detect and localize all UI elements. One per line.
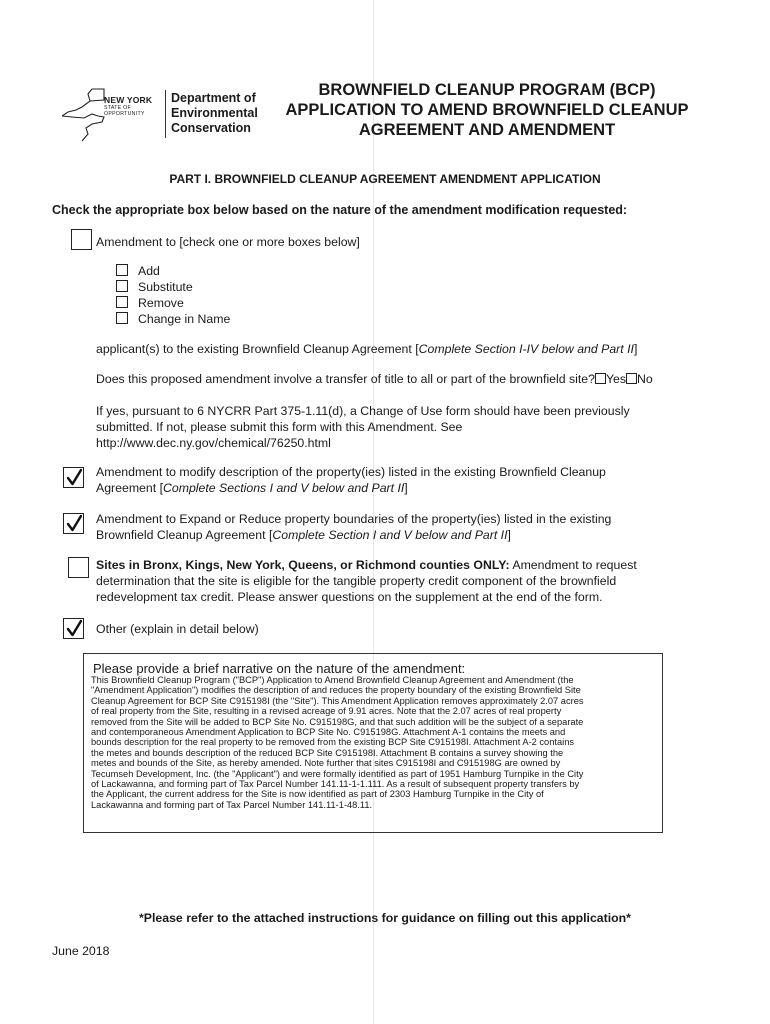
nyc-sites-line-2: determination that the site is eligible for the tangible property credit component of the brownfield [96, 574, 617, 588]
nyc-sites-line-1-rest: Amendment to request [509, 558, 637, 572]
narrative-line: Lackawanna and forming part of Tax Parcel Number 141.11-1-48.11. [91, 799, 373, 810]
dept-line-1: Department of [171, 91, 256, 105]
ny-tagline-line-1: STATE OF [104, 105, 131, 111]
part1-heading: PART I. BROWNFIELD CLEANUP AGREEMENT AMENDMENT APPLICATION [169, 172, 601, 186]
expand-line-2-pre: Brownfield Cleanup Agreement [ [96, 528, 273, 542]
option-remove-label: Remove [138, 296, 184, 310]
department-name [171, 91, 258, 136]
expand-reduce-line-2 [96, 527, 611, 543]
narrative-body [91, 675, 659, 810]
applicant-text [96, 341, 637, 357]
other-label: Other (explain in detail below) [96, 622, 259, 636]
dept-line-2: Environmental [171, 106, 258, 120]
modify-description-text [96, 464, 606, 496]
narrative-line: the metes and bounds description of the reduced BCP Site C915198I. Attachment B contains a survey showing the [91, 747, 564, 758]
checkmark-icon [64, 619, 85, 640]
expand-line-2-italic: Complete Section I and V below and Part II [272, 528, 508, 542]
ifyes-line-1: If yes, pursuant to 6 NYCRR Part 375-1.11(d), a Change of Use form should have been previously [96, 404, 630, 418]
narrative-line: the Applicant, the current address for the Site is now identified as part of 2303 Hamburg Turnpike in the City of [91, 789, 544, 800]
narrative-line: and contemporaneous Amendment Application to BCP Site No. C915198G. Attachment A-1 contains the meets and [91, 727, 566, 738]
narrative-line: "Amendment Application") modifies the description of and reduces the property boundary of the existing Brownfield Site [91, 685, 581, 696]
option-change-name-checkbox[interactable] [116, 312, 128, 324]
transfer-question-text: Does this proposed amendment involve a transfer of title to all or part of the brownfield site? [96, 372, 595, 386]
nyc-sites-bold: Sites in Bronx, Kings, New York, Queens, or Richmond counties ONLY: [96, 558, 510, 572]
option-remove-checkbox[interactable] [116, 296, 128, 308]
logo-divider [165, 90, 166, 138]
expand-line-2-close: ] [507, 528, 511, 542]
transfer-no-label: No [637, 372, 653, 386]
option-add-label: Add [138, 264, 160, 278]
option-change-name-label: Change in Name [138, 312, 231, 326]
expand-reduce-checkbox[interactable] [63, 513, 84, 534]
other-checkbox[interactable] [63, 618, 84, 639]
narrative-textarea[interactable] [83, 653, 663, 833]
form-title [280, 80, 694, 140]
new-york-state-outline-icon [62, 86, 108, 144]
expand-reduce-text [96, 511, 611, 543]
narrative-line: metes and bounds of the Site, as hereby amended. Note further that sites C915198I and C915198G are owned by [91, 758, 561, 769]
option-substitute-label: Substitute [138, 280, 193, 294]
applicant-text-main: applicant(s) to the existing Brownfield Cleanup Agreement [ [96, 342, 419, 356]
footer-note: *Please refer to the attached instructions for guidance on filling out this application* [139, 911, 631, 925]
modify-line-2-pre: Agreement [ [96, 481, 163, 495]
amend-applicant-label: Amendment to [check one or more boxes below] [96, 235, 360, 249]
narrative-line: of Lackawanna, and forming part of Tax Parcel Number 141.11-1-1.111. As a result of subsequent property transfers by [91, 779, 580, 790]
transfer-yes-checkbox[interactable] [595, 373, 606, 384]
narrative-line: This Brownfield Cleanup Program ("BCP") Application to Amend Brownfield Cleanup Agreement and Amendment (the [91, 675, 574, 685]
title-line-2: APPLICATION TO AMEND BROWNFIELD CLEANUP [285, 101, 689, 119]
title-line-3: AGREEMENT AND AMENDMENT [358, 121, 616, 139]
ifyes-line-2: submitted. If not, please submit this form with this Amendment. See [96, 420, 463, 434]
nyc-sites-checkbox[interactable] [68, 557, 89, 578]
dec-logo [62, 86, 262, 144]
option-substitute-checkbox[interactable] [116, 280, 128, 292]
title-line-1: BROWNFIELD CLEANUP PROGRAM (BCP) [318, 81, 656, 99]
transfer-no-checkbox[interactable] [626, 373, 637, 384]
narrative-line: bounds description for the real property to be removed from the existing BCP Site C915198I. Attachment A-2 contains [91, 737, 575, 748]
narrative-heading: Please provide a brief narrative on the nature of the amendment: [93, 661, 466, 676]
nyc-sites-line-1 [96, 557, 637, 573]
ny-wordmark: NEW YORK [104, 95, 153, 105]
instruction-text: Check the appropriate box below based on the nature of the amendment modification requested: [52, 203, 628, 217]
form-date: June 2018 [52, 944, 110, 958]
modify-description-line-2 [96, 480, 606, 496]
modify-line-2-close: ] [404, 481, 408, 495]
checkmark-icon [64, 514, 85, 535]
narrative-line: Tecumseh Development, Inc. (the "Applicant") and were formally identified as part of 1951 Hamburg Turnpike in the City [91, 768, 584, 779]
option-add-checkbox[interactable] [116, 264, 128, 276]
nyc-sites-text [96, 557, 637, 605]
modify-description-checkbox[interactable] [63, 467, 84, 488]
applicant-text-close: ] [633, 342, 638, 356]
nyc-sites-line-3: redevelopment tax credit. Please answer questions on the supplement at the end of the form. [96, 590, 603, 604]
ny-tagline-line-2: OPPORTUNITY [104, 111, 145, 117]
applicant-text-italic: Complete Section I-IV below and Part II [418, 342, 634, 356]
narrative-line: removed from the Site will be added to BCP Site No. C915198G, and that such addition will be the subject of a separate [91, 716, 584, 727]
modify-description-line-1: Amendment to modify description of the property(ies) listed in the existing Brownfield Cleanup [96, 465, 606, 479]
dept-line-3: Conservation [171, 121, 251, 135]
narrative-line: Cleanup Agreement for BCP Site C915198I (the "Site"). This Amendment Application removes approximately 2.07 acres [91, 695, 584, 706]
transfer-question [96, 371, 653, 387]
expand-reduce-line-1: Amendment to Expand or Reduce property boundaries of the property(ies) listed in the existing [96, 512, 612, 526]
change-of-use-link[interactable]: http://www.dec.ny.gov/chemical/76250.html [96, 436, 331, 450]
amend-applicant-checkbox[interactable] [71, 229, 92, 250]
transfer-yes-label: Yes [605, 372, 627, 386]
checkmark-icon [64, 468, 85, 489]
ny-tagline [104, 105, 145, 117]
modify-line-2-italic: Complete Sections I and V below and Part II [163, 481, 405, 495]
narrative-line: of real property from the Site, resulting in a revised acreage of 9.91 acres. Note that the 2.07 acres of real property [91, 706, 562, 717]
ifyes-paragraph [96, 403, 630, 451]
